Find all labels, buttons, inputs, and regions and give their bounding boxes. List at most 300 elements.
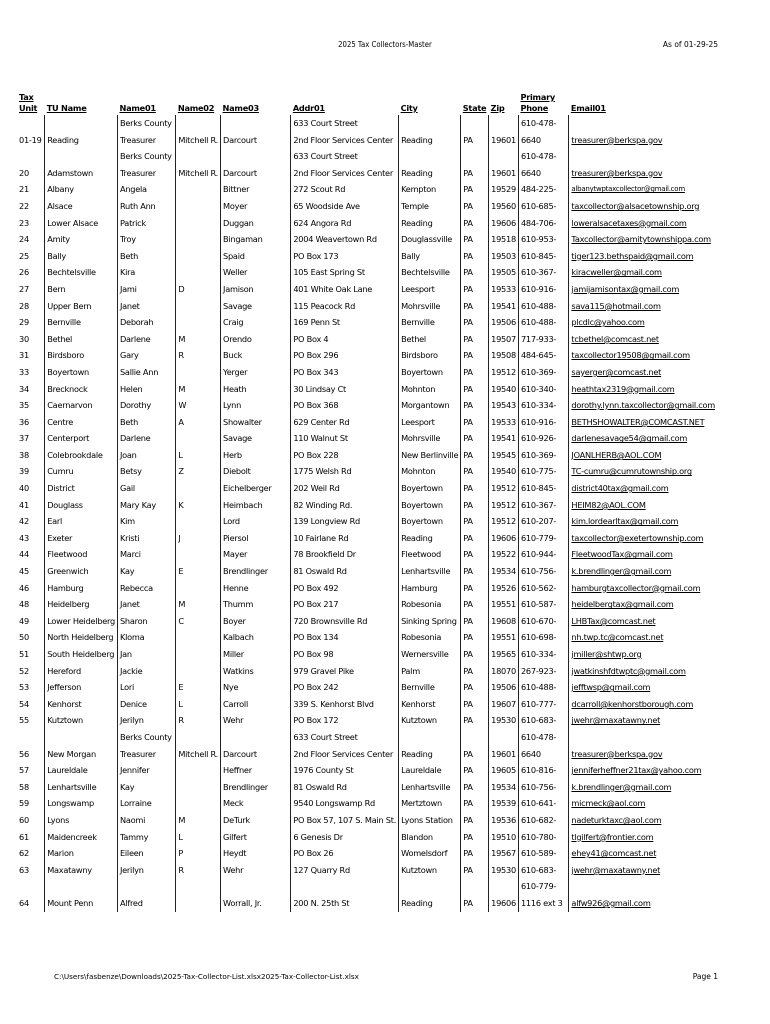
cell-city: Blandon — [399, 829, 461, 846]
cell-email[interactable]: treasurer@berkspa.gov — [569, 729, 737, 762]
cell-phone: 610-682- — [518, 812, 568, 829]
cell-tax-unit: 22 — [19, 200, 29, 211]
table-row — [17, 298, 737, 315]
cell-state: PA — [461, 497, 489, 514]
cell-addr01: PO Box 98 — [291, 646, 399, 663]
cell-zip: 19534 — [489, 563, 519, 580]
cell-phone: 717-933- — [518, 331, 568, 348]
cell-state: PA — [461, 513, 489, 530]
cell-email[interactable]: jwehr@maxatawny.net — [569, 712, 737, 729]
cell-tax-unit: 63 — [19, 864, 29, 875]
cell-phone: 610-562- — [518, 580, 568, 597]
cell-phone: 610-916- — [518, 281, 568, 298]
cell-email[interactable]: k.brendlinger@gmail.com — [569, 779, 737, 796]
cell-name02 — [176, 314, 221, 331]
cell-email[interactable]: treasurer@berkspa.gov — [569, 148, 737, 181]
cell-city: Temple — [399, 198, 461, 215]
cell-phone: 610-334- — [518, 397, 568, 414]
cell-email[interactable]: jenniferheffner21tax@yahoo.com — [569, 762, 737, 779]
cell-email[interactable]: plcdlc@yahoo.com — [569, 314, 737, 331]
cell-name02: W — [176, 397, 221, 414]
cell-tu-name: Maidencreek — [45, 829, 118, 846]
cell-city: Morgantown — [399, 397, 461, 414]
cell-email[interactable]: heidelbergtax@gmail.com — [569, 596, 737, 613]
cell-name01: Ruth Ann — [117, 198, 175, 215]
col-header-zip: Zip — [490, 103, 505, 113]
cell-addr01: 81 Oswald Rd — [291, 563, 399, 580]
cell-state: PA — [461, 397, 489, 414]
cell-phone: 610-207- — [518, 513, 568, 530]
table-row — [17, 513, 737, 530]
cell-name02 — [176, 878, 221, 911]
table-row — [17, 314, 737, 331]
cell-city: Boyertown — [399, 497, 461, 514]
cell-name02: D — [176, 281, 221, 298]
cell-tax-unit: 21 — [19, 184, 29, 195]
cell-state: PA — [461, 878, 489, 911]
cell-zip: 19541 — [489, 430, 519, 447]
cell-email[interactable]: tiger123.bethspaid@gmail.com — [569, 248, 737, 265]
cell-tu-name: Bally — [45, 248, 118, 265]
cell-name02: Z — [176, 463, 221, 480]
cell-tax-unit: 28 — [19, 300, 29, 311]
cell-addr01: 169 Penn St — [291, 314, 399, 331]
cell-name01: Helen — [117, 381, 175, 398]
cell-email[interactable]: tcbethel@comcast.net — [569, 331, 737, 348]
cell-city: Lenhartsville — [399, 779, 461, 796]
cell-name02 — [176, 298, 221, 315]
cell-name01: Gail — [117, 480, 175, 497]
cell-addr01: PO Box 57, 107 S. Main St. — [291, 812, 399, 829]
cell-tu-name: Bechtelsville — [45, 264, 118, 281]
cell-phone: 484-225- — [518, 181, 568, 198]
cell-city: Mohnton — [399, 463, 461, 480]
cell-addr01: 633 Court Street 2nd Floor Services Center — [291, 729, 399, 762]
cell-addr01: PO Box 172 — [291, 712, 399, 729]
cell-name01: Rebecca — [117, 580, 175, 597]
cell-phone: 610-916- — [518, 414, 568, 431]
cell-tu-name: Laureldale — [45, 762, 118, 779]
table-row — [17, 712, 737, 729]
table-row — [17, 381, 737, 398]
cell-state: PA — [461, 613, 489, 630]
cell-name03: Savage — [221, 298, 291, 315]
cell-state: PA — [461, 530, 489, 547]
cell-city: Douglassville — [399, 231, 461, 248]
cell-phone: 610-685- — [518, 198, 568, 215]
table-row — [17, 497, 737, 514]
cell-phone: 610-369- — [518, 364, 568, 381]
cell-email[interactable]: taxcollector@exetertownship.com — [569, 530, 737, 547]
cell-name03: Miller — [221, 646, 291, 663]
cell-addr01: PO Box 242 — [291, 679, 399, 696]
cell-name02 — [176, 762, 221, 779]
cell-name02 — [176, 264, 221, 281]
cell-email[interactable]: HEIM82@AOL.COM — [569, 497, 737, 514]
table-row — [17, 646, 737, 663]
table-row — [17, 430, 737, 447]
cell-name03: Diebolt — [221, 463, 291, 480]
cell-city: Bethel — [399, 331, 461, 348]
cell-phone: 610-845- — [518, 248, 568, 265]
cell-tu-name: Birdsboro — [45, 347, 118, 364]
cell-name01: Beth — [117, 248, 175, 265]
cell-addr01: 720 Brownsville Rd — [291, 613, 399, 630]
cell-email[interactable]: dorothy.lynn.taxcollector@gmail.com — [569, 397, 737, 414]
cell-state: PA — [461, 298, 489, 315]
cell-zip: 19540 — [489, 463, 519, 480]
cell-name03: Thumm — [221, 596, 291, 613]
cell-zip: 19533 — [489, 281, 519, 298]
col-header-name03: Name03 — [222, 103, 259, 113]
cell-addr01: 339 S. Kenhorst Blvd — [291, 696, 399, 713]
cell-city: New Berlinville — [399, 447, 461, 464]
cell-zip: 19551 — [489, 596, 519, 613]
cell-city: Laureldale — [399, 762, 461, 779]
cell-email[interactable]: taxcollector19508@gmail.com — [569, 347, 737, 364]
cell-city: Kutztown — [399, 862, 461, 879]
cell-phone: 610-845- — [518, 480, 568, 497]
cell-city: Lenhartsville — [399, 563, 461, 580]
cell-email[interactable]: ehey41@comcast.net — [569, 845, 737, 862]
cell-name03: Meck — [221, 795, 291, 812]
cell-email[interactable]: nadeturktaxc@aol.com — [569, 812, 737, 829]
cell-tu-name: Centerport — [45, 430, 118, 447]
cell-email[interactable]: jamijamisontax@gmail.com — [569, 281, 737, 298]
cell-name02 — [176, 231, 221, 248]
cell-email[interactable]: TC-cumru@cumrutownship.org — [569, 463, 737, 480]
cell-name01: Patrick — [117, 215, 175, 232]
cell-name03: Spaid — [221, 248, 291, 265]
cell-name03: Craig — [221, 314, 291, 331]
cell-addr01: 629 Center Rd — [291, 414, 399, 431]
cell-state: PA — [461, 862, 489, 879]
cell-zip: 19512 — [489, 364, 519, 381]
cell-name02: E — [176, 563, 221, 580]
table-row — [17, 530, 737, 547]
cell-email[interactable]: jwehr@maxatawny.net — [569, 862, 737, 879]
table-row — [17, 181, 737, 198]
cell-email[interactable]: jefftwsp@gmail.com — [569, 679, 737, 696]
cell-name01: Jami — [117, 281, 175, 298]
cell-email[interactable]: kim.lordearltax@gmail.com — [569, 513, 737, 530]
cell-name01: Eileen — [117, 845, 175, 862]
cell-email[interactable]: sayerger@comcast.net — [569, 364, 737, 381]
cell-phone: 610-756- — [518, 779, 568, 796]
cell-tax-unit: 49 — [19, 615, 29, 626]
table-row — [17, 629, 737, 646]
cell-addr01: PO Box 217 — [291, 596, 399, 613]
cell-name01: Darlene — [117, 331, 175, 348]
cell-email[interactable]: taxcollector@alsacetownship.org — [569, 198, 737, 215]
cell-tu-name: Bethel — [45, 331, 118, 348]
cell-email[interactable]: heathtax2319@gmail.com — [569, 381, 737, 398]
cell-email[interactable]: loweralsacetaxes@gmail.com — [569, 215, 737, 232]
cell-email[interactable]: BETHSHOWALTER@COMCAST.NET — [569, 414, 737, 431]
cell-tax-unit: 39 — [19, 466, 29, 477]
table-row — [17, 663, 737, 680]
cell-addr01: PO Box 173 — [291, 248, 399, 265]
cell-tu-name: Marion — [45, 845, 118, 862]
cell-addr01: PO Box 492 — [291, 580, 399, 597]
cell-addr01: 110 Walnut St — [291, 430, 399, 447]
cell-email[interactable]: micmeck@aol.com — [569, 795, 737, 812]
table-row — [17, 281, 737, 298]
table-row — [17, 248, 737, 265]
cell-tax-unit: 62 — [19, 848, 29, 859]
cell-city: Bernville — [399, 314, 461, 331]
cell-name01: Tammy — [117, 829, 175, 846]
cell-email[interactable]: alfw926@gmail.com — [569, 878, 737, 911]
cell-email[interactable]: dcarroll@kenhorstborough.com — [569, 696, 737, 713]
cell-city: Bernville — [399, 679, 461, 696]
cell-tu-name: Greenwich — [45, 563, 118, 580]
cell-addr01: 2004 Weavertown Rd — [291, 231, 399, 248]
cell-city: Boyertown — [399, 480, 461, 497]
cell-name03: Bittner — [221, 181, 291, 198]
cell-addr01: 30 Lindsay Ct — [291, 381, 399, 398]
table-row — [17, 148, 737, 181]
cell-tu-name: Upper Bern — [45, 298, 118, 315]
cell-addr01: PO Box 4 — [291, 331, 399, 348]
cell-name01: Dorothy — [117, 397, 175, 414]
table-row — [17, 215, 737, 232]
cell-name03: Moyer — [221, 198, 291, 215]
cell-tu-name: Exeter — [45, 530, 118, 547]
cell-tax-unit: 25 — [19, 250, 29, 261]
cell-name02 — [176, 629, 221, 646]
cell-name01: Joan — [117, 447, 175, 464]
cell-email[interactable]: darlenesavage54@gmail.com — [569, 430, 737, 447]
cell-tax-unit: 44 — [19, 549, 29, 560]
cell-name01: Janet — [117, 298, 175, 315]
cell-city: Robesonia — [399, 596, 461, 613]
cell-name01: Marci — [117, 546, 175, 563]
cell-tax-unit: 58 — [19, 781, 29, 792]
cell-addr01: 65 Woodside Ave — [291, 198, 399, 215]
table-row — [17, 878, 737, 911]
cell-state: PA — [461, 231, 489, 248]
cell-tu-name: South Heidelberg — [45, 646, 118, 663]
cell-name02: M — [176, 331, 221, 348]
cell-state: PA — [461, 447, 489, 464]
cell-tu-name: Lower Heidelberg — [45, 613, 118, 630]
cell-phone: 610-478- 6640 — [518, 115, 568, 148]
cell-tax-unit: 46 — [19, 582, 29, 593]
cell-state: PA — [461, 762, 489, 779]
table-row — [17, 447, 737, 464]
cell-tax-unit: 59 — [19, 798, 29, 809]
cell-zip: 19551 — [489, 629, 519, 646]
page-header-title: 2025 Tax Collectors-Master — [338, 40, 432, 49]
cell-phone: 610-478- 6640 — [518, 148, 568, 181]
footer-page-number: Page 1 — [692, 972, 718, 981]
cell-name01: Berks County Treasurer — [117, 148, 175, 181]
col-header-tu-name: TU Name — [46, 103, 87, 113]
cell-email[interactable]: Taxcollector@amitytownshippa.com — [569, 231, 737, 248]
cell-tu-name: Longswamp — [45, 795, 118, 812]
cell-email[interactable]: FleetwoodTax@gmail.com — [569, 546, 737, 563]
cell-name02 — [176, 215, 221, 232]
cell-city: Reading — [399, 215, 461, 232]
cell-tax-unit: 30 — [19, 333, 29, 344]
cell-city: Hamburg — [399, 580, 461, 597]
cell-email[interactable]: LHBTax@comcast.net — [569, 613, 737, 630]
cell-state: PA — [461, 215, 489, 232]
cell-state: PA — [461, 845, 489, 862]
cell-name02 — [176, 663, 221, 680]
cell-addr01: 127 Quarry Rd — [291, 862, 399, 879]
cell-state: PA — [461, 381, 489, 398]
cell-city: Lyons Station — [399, 812, 461, 829]
footer-file-path: C:\Users\fasbenze\Downloads\2025-Tax-Collector-List.xlsx2025-Tax-Collector-List.xlsx — [54, 972, 359, 981]
table-row — [17, 397, 737, 414]
cell-zip: 19534 — [489, 779, 519, 796]
col-header-phone: Primary Phone — [520, 92, 555, 113]
cell-tu-name: District — [45, 480, 118, 497]
cell-email[interactable]: treasurer@berkspa.gov — [569, 115, 737, 148]
cell-zip: 19536 — [489, 812, 519, 829]
cell-tu-name: North Heidelberg — [45, 629, 118, 646]
cell-state: PA — [461, 430, 489, 447]
cell-email[interactable]: hamburgtaxcollector@gmail.com — [569, 580, 737, 597]
cell-name02: C — [176, 613, 221, 630]
cell-state: PA — [461, 679, 489, 696]
cell-phone: 610-816- — [518, 762, 568, 779]
cell-tax-unit: 27 — [19, 283, 29, 294]
cell-name01: Sharon — [117, 613, 175, 630]
cell-name03: Heydt — [221, 845, 291, 862]
cell-name02: A — [176, 414, 221, 431]
cell-phone: 610-756- — [518, 563, 568, 580]
cell-name02 — [176, 181, 221, 198]
cell-tu-name: Douglass — [45, 497, 118, 514]
cell-addr01: 633 Court Street 2nd Floor Services Center — [291, 115, 399, 148]
cell-state: PA — [461, 463, 489, 480]
table-header — [17, 92, 737, 115]
cell-phone: 610-369- — [518, 447, 568, 464]
cell-tu-name: Brecknock — [45, 381, 118, 398]
cell-name03: Gilfert — [221, 829, 291, 846]
cell-name03: Showalter — [221, 414, 291, 431]
cell-tax-unit: 56 — [19, 748, 29, 759]
cell-tu-name: Adamstown — [45, 148, 118, 181]
cell-tax-unit: 40 — [19, 483, 29, 494]
cell-tax-unit: 64 — [19, 897, 29, 908]
cell-name03: Darcourt — [221, 115, 291, 148]
cell-zip: 19567 — [489, 845, 519, 862]
cell-name03: Henne — [221, 580, 291, 597]
cell-name02 — [176, 513, 221, 530]
table-row — [17, 696, 737, 713]
table-row — [17, 480, 737, 497]
cell-name03: Eichelberger — [221, 480, 291, 497]
cell-name01: Betsy — [117, 463, 175, 480]
cell-addr01: PO Box 228 — [291, 447, 399, 464]
cell-phone: 610-478- 6640 — [518, 729, 568, 762]
cell-addr01: 115 Peacock Rd — [291, 298, 399, 315]
cell-name03: Watkins — [221, 663, 291, 680]
cell-email[interactable]: kiracweller@gmail.com — [569, 264, 737, 281]
cell-email[interactable]: k.brendlinger@gmail.com — [569, 563, 737, 580]
col-header-city: City — [400, 103, 418, 113]
cell-name01: Jerilyn — [117, 862, 175, 879]
cell-state: PA — [461, 812, 489, 829]
cell-zip: 19506 — [489, 314, 519, 331]
cell-state: PA — [461, 712, 489, 729]
cell-tu-name: Alsace — [45, 198, 118, 215]
cell-zip: 19518 — [489, 231, 519, 248]
cell-phone: 610-683- — [518, 862, 568, 879]
cell-email[interactable]: district40tax@gmail.com — [569, 480, 737, 497]
col-header-name01: Name01 — [119, 103, 156, 113]
cell-name01: Jackie — [117, 663, 175, 680]
cell-name01: Gary — [117, 347, 175, 364]
table-row — [17, 563, 737, 580]
cell-addr01: 1976 County St — [291, 762, 399, 779]
cell-zip: 19607 — [489, 696, 519, 713]
cell-tax-unit: 24 — [19, 234, 29, 245]
cell-zip: 19512 — [489, 497, 519, 514]
cell-state: PA — [461, 580, 489, 597]
cell-name01: Lori — [117, 679, 175, 696]
table-row — [17, 115, 737, 148]
cell-email[interactable]: JOANLHERB@AOL.COM — [569, 447, 737, 464]
cell-name03: Boyer — [221, 613, 291, 630]
col-header-state: State — [462, 103, 487, 113]
cell-state: PA — [461, 729, 489, 762]
cell-tu-name: Hereford — [45, 663, 118, 680]
cell-city: Boyertown — [399, 364, 461, 381]
cell-email[interactable]: tlgilfert@frontier.com — [569, 829, 737, 846]
cell-state: PA — [461, 181, 489, 198]
cell-email[interactable]: albanytwptaxcollector@gmail.com — [569, 181, 737, 198]
cell-phone: 610-367- — [518, 497, 568, 514]
cell-tax-unit: 29 — [19, 317, 29, 328]
cell-addr01: 633 Court Street 2nd Floor Services Center — [291, 148, 399, 181]
cell-email[interactable]: jwatkinshfdtwptc@gmail.com — [569, 663, 737, 680]
cell-name02: E — [176, 679, 221, 696]
cell-tax-unit: 55 — [19, 715, 29, 726]
cell-city: Robesonia — [399, 629, 461, 646]
cell-name03: Nye — [221, 679, 291, 696]
cell-phone: 610-589- — [518, 845, 568, 862]
cell-tax-unit: 35 — [19, 400, 29, 411]
cell-tax-unit: 52 — [19, 665, 29, 676]
table-row — [17, 546, 737, 563]
cell-city: Bally — [399, 248, 461, 265]
cell-state: PA — [461, 248, 489, 265]
cell-tu-name: Centre — [45, 414, 118, 431]
cell-city: Bechtelsville — [399, 264, 461, 281]
cell-name03: Herb — [221, 447, 291, 464]
page-header-date: As of 01-29-25 — [662, 40, 718, 49]
cell-tu-name: Kenhorst — [45, 696, 118, 713]
cell-email[interactable]: jmiller@shtwp.org — [569, 646, 737, 663]
cell-zip: 19512 — [489, 513, 519, 530]
cell-phone: 484-706- — [518, 215, 568, 232]
cell-email[interactable]: sava115@hotmail.com — [569, 298, 737, 315]
col-header-name02: Name02 — [177, 103, 215, 113]
cell-phone: 610-367- — [518, 264, 568, 281]
cell-tu-name: Lower Alsace — [45, 215, 118, 232]
cell-tu-name: Caernarvon — [45, 397, 118, 414]
cell-name01: Kay — [117, 563, 175, 580]
cell-name02 — [176, 646, 221, 663]
cell-city: Kenhorst — [399, 696, 461, 713]
cell-email[interactable]: nh.twp.tc@comcast.net — [569, 629, 737, 646]
cell-state: PA — [461, 795, 489, 812]
